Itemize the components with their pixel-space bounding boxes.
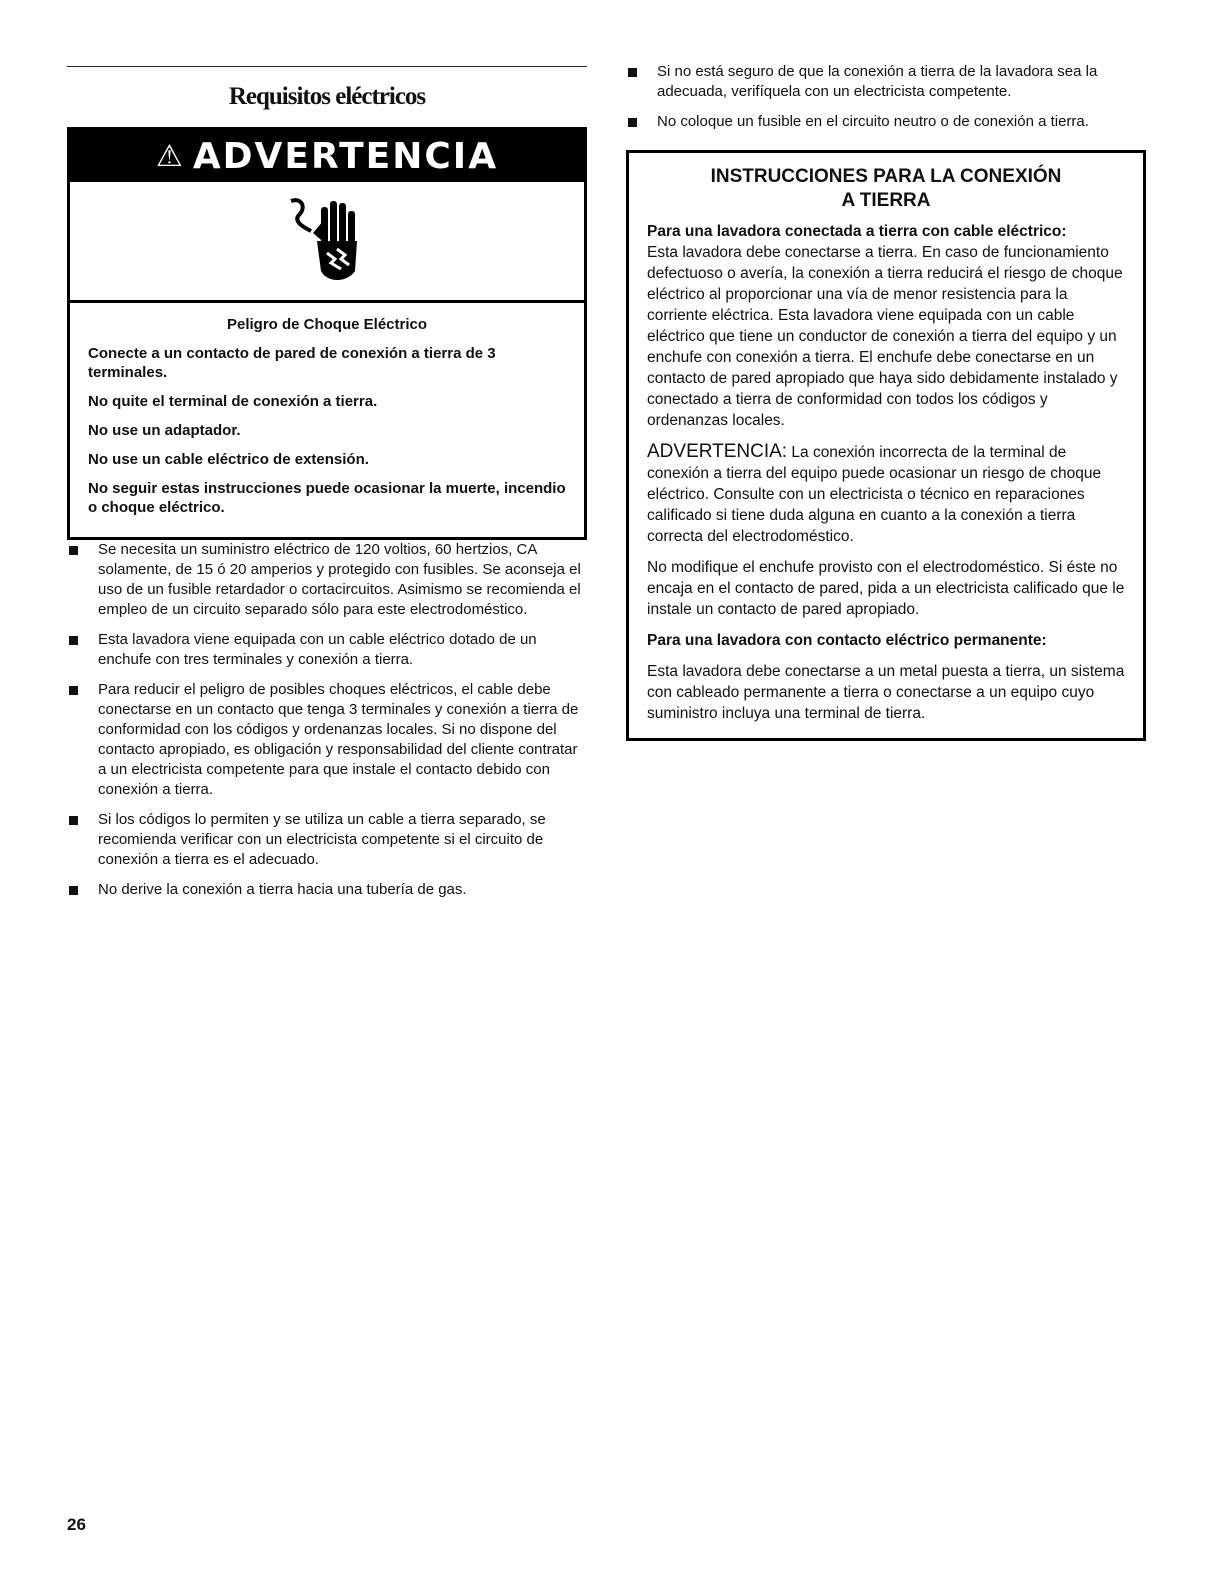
list-item: Se necesita un suministro eléctrico de 120 voltios, 60 hertzios, CA solamente, de 15 ó 20 amperios y protegido con fusibles. Se aconseja el uso de un fusible retardador o cortacircuitos. Asimismo se recomienda el empleo de un circuito separado sólo para este electrodoméstico. — [67, 540, 587, 620]
warning-triangle-icon: ⚠ — [155, 138, 185, 174]
warning-item: Conecte a un contacto de pared de conexión a tierra de 3 terminales. — [88, 345, 496, 381]
section-title: Requisitos eléctricos — [228, 83, 426, 110]
right-column — [626, 62, 1146, 741]
warning-text — [70, 303, 584, 537]
warning-item: No seguir estas instrucciones puede ocasionar la muerte, incendio o choque eléctrico. — [88, 480, 566, 516]
hazard-icon-area — [70, 182, 584, 303]
permanent-heading: Para una lavadora con contacto eléctrico permanente: — [647, 632, 1047, 649]
warning-box — [67, 127, 587, 540]
grounding-warning — [647, 441, 1125, 547]
grounding-warning-text: La conexión incorrecta de la terminal de conexión a tierra del equipo puede ocasionar un riesgo de choque eléctrico. Consulte con un electricista o técnico en reparaciones calificado si tiene duda alguna en cuanto a la conexión a tierra correcta del electrodoméstico. — [647, 444, 1102, 545]
grounding-title — [647, 165, 1125, 213]
plug-text: No modifique el enchufe provisto con el electrodoméstico. Si éste no encaja en el contacto de pared, pida a un electricista calificado que le instale un contacto de pared apropiado. — [647, 559, 1125, 618]
right-bullet-list — [626, 62, 1146, 132]
grounding-title-line2: A TIERRA — [841, 190, 931, 211]
grounding-title-line1: INSTRUCCIONES PARA LA CONEXIÓN — [710, 166, 1062, 187]
warning-item: No use un cable eléctrico de extensión. — [88, 451, 369, 468]
warning-header — [70, 130, 584, 182]
list-item: Para reducir el peligro de posibles choques eléctricos, el cable debe conectarse en un contacto que tenga 3 terminales y conexión a tierra de conformidad con los códigos y ordenanzas locales. Si no dispone del contacto apropiado, es obligación y responsabilidad del cliente contratar a un electricista competente para que instale el contacto debido con conexión a tierra. — [67, 680, 587, 800]
permanent-text: Esta lavadora debe conectarse a un metal puesta a tierra, un sistema con cableado permanente a tierra o conectarse a un equipo cuyo suministro incluya una terminal de tierra. — [647, 663, 1125, 722]
grounding-warning-label: ADVERTENCIA: — [647, 441, 788, 462]
grounding-instructions-box — [626, 150, 1146, 741]
warning-item: No use un adaptador. — [88, 422, 241, 439]
left-column — [67, 66, 587, 910]
electric-shock-hand-icon — [287, 193, 367, 289]
warning-item: No quite el terminal de conexión a tierra. — [88, 393, 378, 410]
list-item: No derive la conexión a tierra hacia una tubería de gas. — [67, 880, 587, 900]
list-item: Esta lavadora viene equipada con un cable eléctrico dotado de un enchufe con tres terminales y conexión a tierra. — [67, 630, 587, 670]
list-item: Si los códigos lo permiten y se utiliza un cable a tierra separado, se recomienda verificar con un electricista competente si el circuito de conexión a tierra es el adecuado. — [67, 810, 587, 870]
left-bullet-list — [67, 540, 587, 900]
top-divider — [67, 66, 587, 67]
page-number: 26 — [67, 1515, 86, 1534]
cord-heading: Para una lavadora conectada a tierra con cable eléctrico: — [647, 223, 1067, 240]
list-item: No coloque un fusible en el circuito neutro o de conexión a tierra. — [626, 112, 1146, 132]
warning-header-label: ADVERTENCIA — [192, 135, 499, 177]
list-item: Si no está seguro de que la conexión a tierra de la lavadora sea la adecuada, verifíquela con un electricista competente. — [626, 62, 1146, 102]
cord-text: Esta lavadora debe conectarse a tierra. En caso de funcionamiento defectuoso o avería, la conexión a tierra reducirá el riesgo de choque eléctrico al proporcionar una vía de menor resistencia para la corriente eléctrica. Esta lavadora viene equipada con un cable eléctrico que tiene un conductor de conexión a tierra del equipo y un enchufe con conexión a tierra. El enchufe debe conectarse en un contacto de pared apropiado que haya sido debidamente instalado y conectado a tierra de conformidad con todos los códigos y ordenanzas locales. — [647, 244, 1123, 429]
hazard-title: Peligro de Choque Eléctrico — [226, 316, 428, 333]
